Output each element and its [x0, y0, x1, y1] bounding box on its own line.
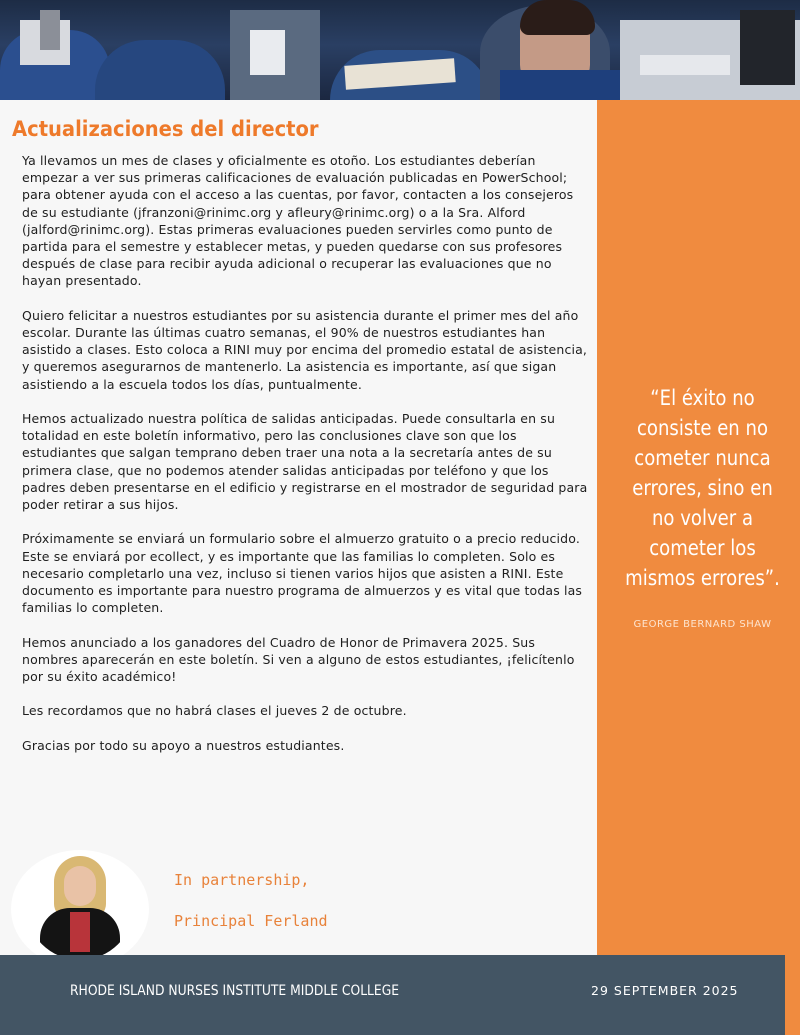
- photo-student-shape: [95, 40, 225, 100]
- letter-body: [22, 152, 590, 771]
- photo-uniform-shape: [500, 70, 620, 100]
- signoff-name: Principal Ferland: [174, 912, 328, 930]
- quote-author: GEORGE BERNARD SHAW: [633, 619, 772, 630]
- principal-avatar: [26, 852, 134, 960]
- paragraph-honor-roll: Hemos anunciado a los ganadores del Cuadro de Honor de Primavera 2025. Sus nombres aparecerán en este boletín. Si ven a alguno de estos estudiantes, ¡felicítenlo por su éxito académico!: [22, 634, 575, 685]
- avatar-blouse-shape: [70, 912, 90, 952]
- signoff-line: In partnership,: [174, 871, 310, 889]
- photo-hair-shape: [520, 0, 595, 35]
- photo-bench-shape: [640, 55, 730, 75]
- photo-microscope-shape: [740, 10, 795, 85]
- photo-microscope-shape: [250, 30, 285, 75]
- photo-microscope-shape: [40, 10, 60, 50]
- paragraph-thanks: Gracias por todo su apoyo a nuestros estudiantes.: [22, 737, 345, 753]
- avatar-face-shape: [64, 866, 96, 906]
- header-photo: [0, 0, 800, 100]
- paragraph-no-school: Les recordamos que no habrá clases el jueves 2 de octubre.: [22, 703, 407, 719]
- paragraph-grades: Ya llevamos un mes de clases y oficialmente es otoño. Los estudiantes deberían empezar a ver sus primeras calificaciones de evaluación publicadas en PowerSchool; para obtener ayuda con el acceso a las cuentas, por favor, contacten a los consejeros de su estudiante (jfranzoni@rinimc.org y afleury@rinimc.org) o a la Sra. Alford (jalford@rinimc.org). Estas primeras evaluaciones pueden servirles como punto de partida para el semestre y establecer metas, y pueden quedarse con sus profesores después de clase para recibir ayuda adicional o recuperar las evaluaciones que no hayan presentado.: [22, 153, 574, 289]
- school-name: RHODE ISLAND NURSES INSTITUTE MIDDLE COLLEGE: [70, 983, 400, 999]
- issue-date: 29 SEPTEMBER 2025: [591, 983, 739, 998]
- paragraph-attendance: Quiero felicitar a nuestros estudiantes por su asistencia durante el primer mes del año escolar. Durante las últimas cuatro semanas, el 90% de nuestros estudiantes han asistido a clases. Esto coloca a RINI muy por encima del promedio estatal de asistencia, y queremos asegurarnos de mantenerlo. La asistencia es importante, así que sigan asistiendo a la escuela todos los días, puntualmente.: [22, 307, 588, 392]
- page-title: Actualizaciones del director: [12, 117, 319, 141]
- paragraph-lunch-form: Próximamente se enviará un formulario sobre el almuerzo gratuito o a precio reducido. Este se enviará por ecollect, y es importante que las familias lo completen. Solo es necesario completarlo una vez, incluso si tienen varios hijos que asisten a RINI. Este documento es importante para nuestro programa de almuerzos y es vital que todas las familias lo completen.: [22, 531, 583, 616]
- sidebar-quote: “El éxito no consiste en no cometer nunca errores, sino en no volver a cometer los mismos errores”.: [625, 386, 780, 590]
- footer-accent-strip: [785, 955, 800, 1035]
- paragraph-early-dismissal: Hemos actualizado nuestra política de salidas anticipadas. Puede consultarla en su totalidad en este boletín informativo, pero las conclusiones clave son que los estudiantes que salgan temprano deben traer una nota a la secretaría antes de su primera clase, que no podemos atender salidas anticipadas por teléfono y que los padres deben presentarse en el edificio y registrarse en el mostrador de seguridad para poder retirar a sus hijos.: [22, 411, 588, 513]
